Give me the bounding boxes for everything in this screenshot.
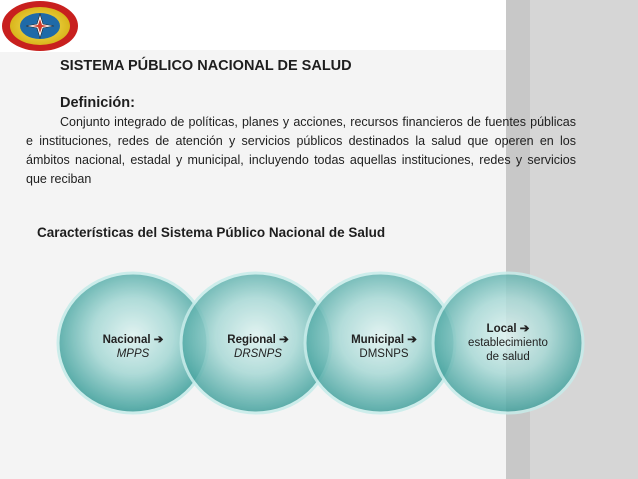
- node-nacional-label: Nacional: [102, 334, 151, 346]
- node-local-sub-2: de salud: [486, 351, 530, 363]
- arrow-right-icon: ➔: [279, 334, 289, 346]
- node-municipal-sub: DMSNPS: [359, 348, 409, 360]
- definition-label: Definición:: [60, 95, 135, 111]
- node-nacional: [85, 333, 181, 361]
- page-title: SISTEMA PÚBLICO NACIONAL DE SALUD: [60, 58, 352, 74]
- arrow-right-icon: ➔: [407, 334, 417, 346]
- node-local: [456, 322, 560, 364]
- arrow-right-icon: ➔: [153, 334, 164, 346]
- node-regional-sub: DRSNPS: [234, 348, 282, 360]
- characteristics-title: Características del Sistema Público Nacional de Salud: [37, 225, 386, 240]
- node-municipal-label: Municipal: [351, 334, 405, 346]
- node-local-label: Local: [486, 323, 517, 335]
- arrow-right-icon: ➔: [519, 323, 530, 335]
- node-regional: [210, 333, 306, 361]
- node-regional-label: Regional: [227, 334, 276, 346]
- node-nacional-sub: MPPS: [116, 348, 150, 360]
- definition-text: Conjunto integrado de políticas, planes y acciones, recursos financieros de fuentes públicas e instituciones, redes de atención y servicios públicos destinados la salud que operen en los ámbitos nacional, estadal y municipal, incluyendo todas aquellas instituciones, redes y servicios que reciban: [26, 115, 576, 186]
- node-local-sub-1: establecimiento: [468, 337, 548, 349]
- node-municipal: [334, 333, 434, 361]
